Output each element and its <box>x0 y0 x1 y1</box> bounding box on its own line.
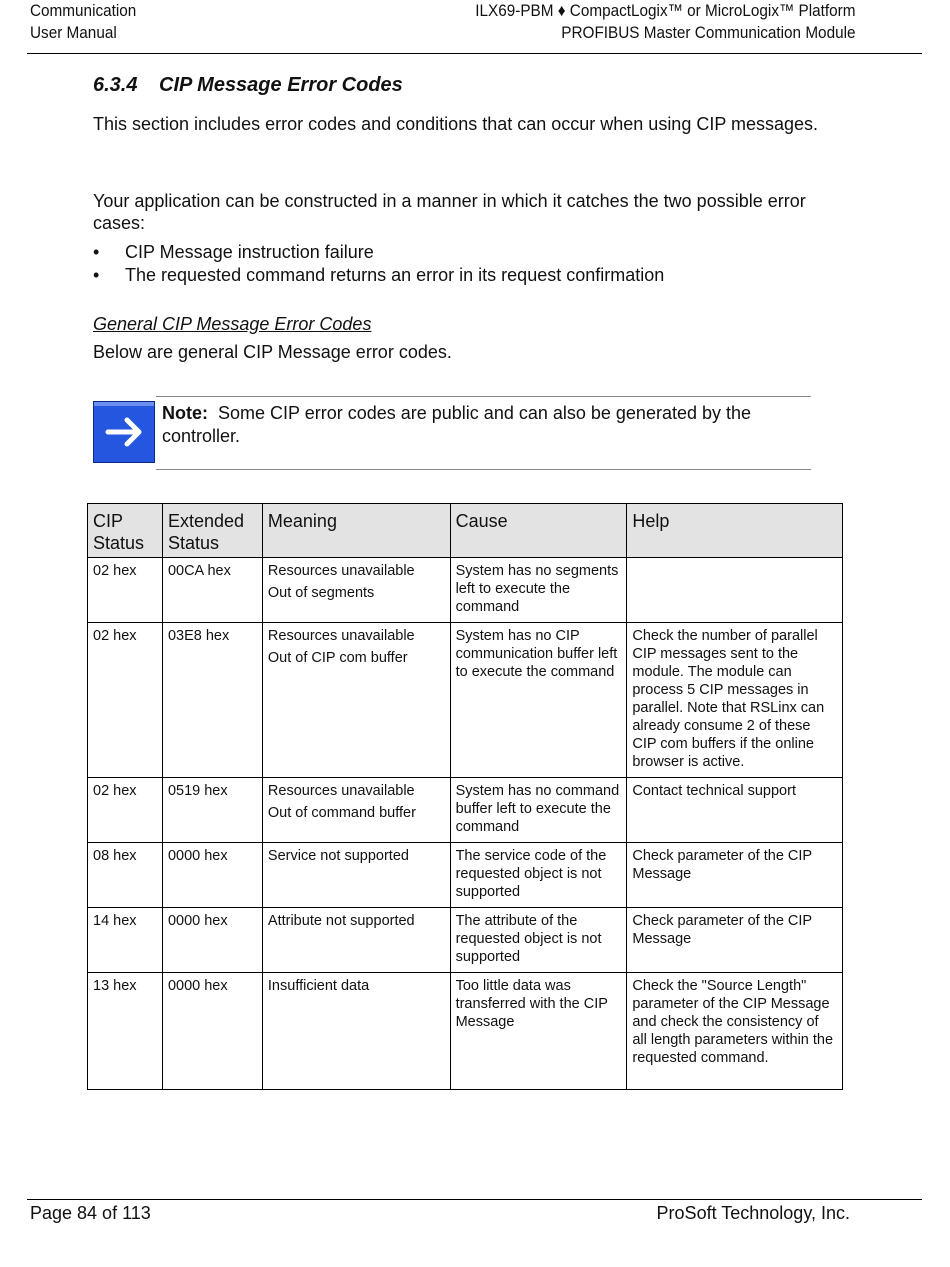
header-product: ILX69-PBM ♦ CompactLogix™ or MicroLogix™ Platform <box>474 1 855 20</box>
header-right <box>475 0 855 44</box>
cip-status-cell: 02 hex <box>88 558 163 623</box>
page-number: Page 84 of 113 <box>30 1203 151 1223</box>
cip-status-cell: 13 hex <box>88 973 163 1090</box>
table-row <box>88 908 843 973</box>
list-item: • CIP Message instruction failure <box>93 242 374 262</box>
meaning-cell: Resources unavailable Out of CIP com buffer <box>262 623 450 778</box>
cause-cell: The attribute of the requested object is not supported <box>450 908 627 973</box>
section-heading <box>93 74 403 97</box>
help-cell: Check the number of parallel CIP messages sent to the module. The module can process 5 CIP messages in parallel. Note that RSLinx can already consume 2 of these CIP com buffers if the online browser is active. <box>627 623 843 778</box>
cause-cell: Too little data was transferred with the CIP Message <box>450 973 627 1090</box>
company-name: ProSoft Technology, Inc. <box>656 1203 850 1223</box>
extended-status-cell: 0000 hex <box>162 908 262 973</box>
help-cell: Contact technical support <box>627 778 843 843</box>
extended-status-cell: 00CA hex <box>162 558 262 623</box>
extended-status-cell: 03E8 hex <box>162 623 262 778</box>
table-row <box>88 778 843 843</box>
meaning-cell: Resources unavailable Out of segments <box>262 558 450 623</box>
help-cell: Check parameter of the CIP Message <box>627 908 843 973</box>
column-header-meaning: Meaning <box>262 504 450 558</box>
help-cell <box>627 558 843 623</box>
note-top-rule <box>156 396 811 397</box>
subheading: General CIP Message Error Codes <box>93 314 372 334</box>
intro-paragraph: This section includes error codes and conditions that can occur when using CIP messages. <box>93 114 819 134</box>
cause-cell: System has no CIP communication buffer left to execute the command <box>450 623 627 778</box>
header-left <box>30 0 136 44</box>
cip-error-codes-table <box>87 503 843 1090</box>
meaning-cell: Attribute not supported <box>262 908 450 973</box>
column-header-help: Help <box>627 504 843 558</box>
cip-status-cell: 14 hex <box>88 908 163 973</box>
header-module: PROFIBUS Master Communication Module <box>560 23 855 42</box>
table-row <box>88 973 843 1090</box>
header-doc-category: Communication <box>30 1 137 20</box>
arrow-right-icon <box>93 401 155 463</box>
cause-cell: System has no command buffer left to execute the command <box>450 778 627 843</box>
extended-status-cell: 0000 hex <box>162 843 262 908</box>
extended-status-cell: 0519 hex <box>162 778 262 843</box>
section-title: CIP Message Error Codes <box>159 74 403 96</box>
cip-status-cell: 02 hex <box>88 623 163 778</box>
help-cell: Check parameter of the CIP Message <box>627 843 843 908</box>
meaning-cell: Service not supported <box>262 843 450 908</box>
note-body: Some CIP error codes are public and can also be generated by the controller. <box>162 403 752 446</box>
table-row <box>88 558 843 623</box>
table-intro-paragraph: Below are general CIP Message error codes. <box>93 342 452 362</box>
note-text <box>162 402 812 448</box>
table-header-row <box>88 504 843 558</box>
list-item: • The requested command returns an error in its request confirmation <box>93 265 665 285</box>
help-cell: Check the "Source Length" parameter of the CIP Message and check the consistency of all length parameters within the requested command. <box>627 973 843 1090</box>
cip-status-cell: 08 hex <box>88 843 163 908</box>
meaning-cell: Resources unavailable Out of command buffer <box>262 778 450 843</box>
header-divider <box>27 53 922 54</box>
error-cases-paragraph: Your application can be constructed in a manner in which it catches the two possible error cases: <box>93 191 806 233</box>
note-label: Note: <box>162 403 208 423</box>
cip-status-cell: 02 hex <box>88 778 163 843</box>
error-cases-list <box>93 241 664 287</box>
column-header-cause: Cause <box>450 504 627 558</box>
extended-status-cell: 0000 hex <box>162 973 262 1090</box>
table-row <box>88 843 843 908</box>
cause-cell: The service code of the requested object is not supported <box>450 843 627 908</box>
header-doc-type: User Manual <box>30 23 117 42</box>
note-bottom-rule <box>156 469 811 470</box>
section-number: 6.3.4 <box>93 74 138 96</box>
column-header-extended-status: Extended Status <box>162 504 262 558</box>
table-row <box>88 623 843 778</box>
cause-cell: System has no segments left to execute the command <box>450 558 627 623</box>
footer-divider <box>27 1199 922 1200</box>
meaning-cell: Insufficient data <box>262 973 450 1090</box>
column-header-cip-status: CIP Status <box>88 504 163 558</box>
